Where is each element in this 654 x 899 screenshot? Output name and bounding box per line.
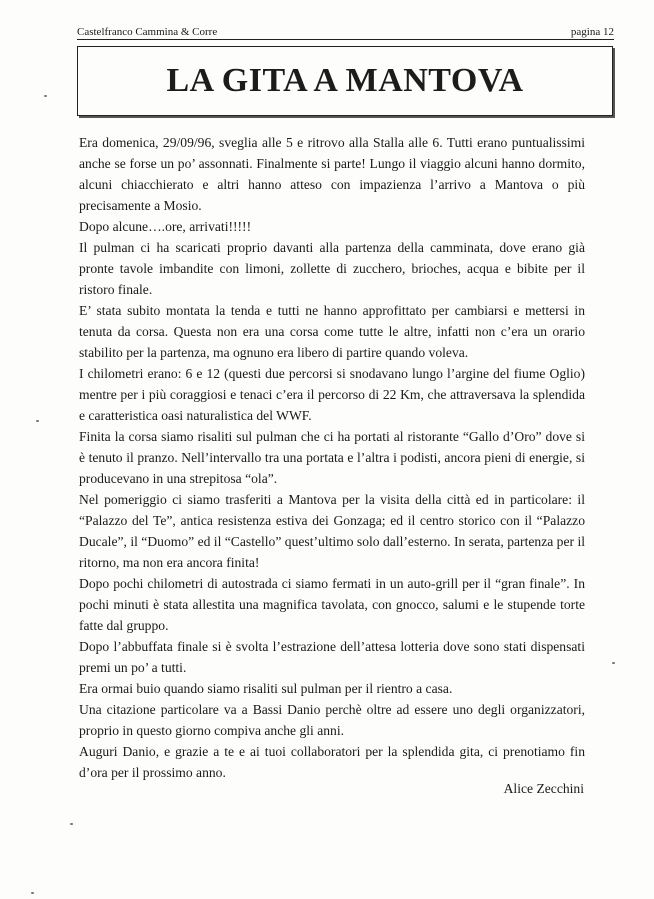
paragraph: Dopo pochi chilometri di autostrada ci siamo fermati in un auto-grill per il “gran finale”. In pochi minuti è stata allestita una magnifica tavolata, con gnocco, salumi e le stupende torte fatte dal gruppo. [79, 576, 585, 633]
paragraph: Dopo alcune….ore, arrivati!!!!! [79, 219, 252, 234]
paragraph: E’ stata subito montata la tenda e tutti ne hanno approfittato per cambiarsi e mettersi in tenuta da corsa. Questa non era una corsa come tutte le altre, infatti non c’era un orario stabilito per la partenza, ma ognuno era libero di partire quando voleva. [79, 303, 585, 360]
header-divider [77, 39, 614, 40]
paragraph: Era domenica, 29/09/96, sveglia alle 5 e ritrovo alla Stalla alle 6. Tutti erano puntualissimi anche se forse un po’ assonnati. Finalmente si parte! Lungo il viaggio alcuni hanno dormito, alcuni chiacchierato e altri hanno atteso con impazienza l’arrivo a Mantova o più precisamente a Mosio. [79, 135, 585, 213]
scan-speck [44, 95, 47, 97]
title-frame [77, 46, 613, 116]
paragraph: Era ormai buio quando siamo risaliti sul pulman per il rientro a casa. [79, 681, 453, 696]
paragraph: Auguri Danio, e grazie a te e ai tuoi collaboratori per la splendida gita, ci prenotiamo fin d’ora per il prossimo anno. [79, 744, 585, 780]
scan-speck [36, 420, 39, 422]
author-signature: Alice Zecchini [503, 781, 584, 796]
paragraph: Nel pomeriggio ci siamo trasferiti a Mantova per la visita della città ed in particolare: il “Palazzo del Te”, antica resistenza estiva dei Gonzaga; ed il centro storico con il “Palazzo Ducale”, il “Duomo” ed il “Castello” quest’ultimo solo dall’esterno. In serata, partenza per il ritorno, ma non era ancora finita! [79, 492, 585, 570]
page-number: pagina 12 [570, 26, 614, 38]
paragraph: Una citazione particolare va a Bassi Danio perchè oltre ad essere uno degli organizzatori, proprio in questo giorno compiva anche gli anni. [79, 702, 585, 738]
scan-speck [31, 892, 34, 894]
scan-speck [612, 662, 615, 664]
article-title: LA GITA A MANTOVA [166, 62, 524, 99]
publication-name: Castelfranco Cammina & Corre [77, 26, 218, 38]
paragraph: I chilometri erano: 6 e 12 (questi due percorsi si snodavano lungo l’argine del fiume Oglio) mentre per i più coraggiosi e tenaci c’era il percorso di 22 Km, che attraversava la splendida e caratteristica oasi naturalistica del WWF. [79, 366, 585, 423]
article-body [79, 132, 585, 783]
paragraph: Dopo l’abbuffata finale si è svolta l’estrazione dell’attesa lotteria dove sono stati dispensati premi un po’ a tutti. [79, 639, 585, 675]
paragraph: Il pulman ci ha scaricati proprio davanti alla partenza della camminata, dove erano già pronte tavole imbandite con limoni, zollette di zucchero, brioches, acqua e bibite per il ristoro finale. [79, 240, 585, 297]
paragraph: Finita la corsa siamo risaliti sul pulman che ci ha portati al ristorante “Gallo d’Oro” dove si è tenuto il pranzo. Nell’intervallo tra una portata e l’altra i podisti, ancora pieni di energie, si producevano in una strepitosa “ola”. [79, 429, 585, 486]
scan-speck [70, 823, 73, 825]
